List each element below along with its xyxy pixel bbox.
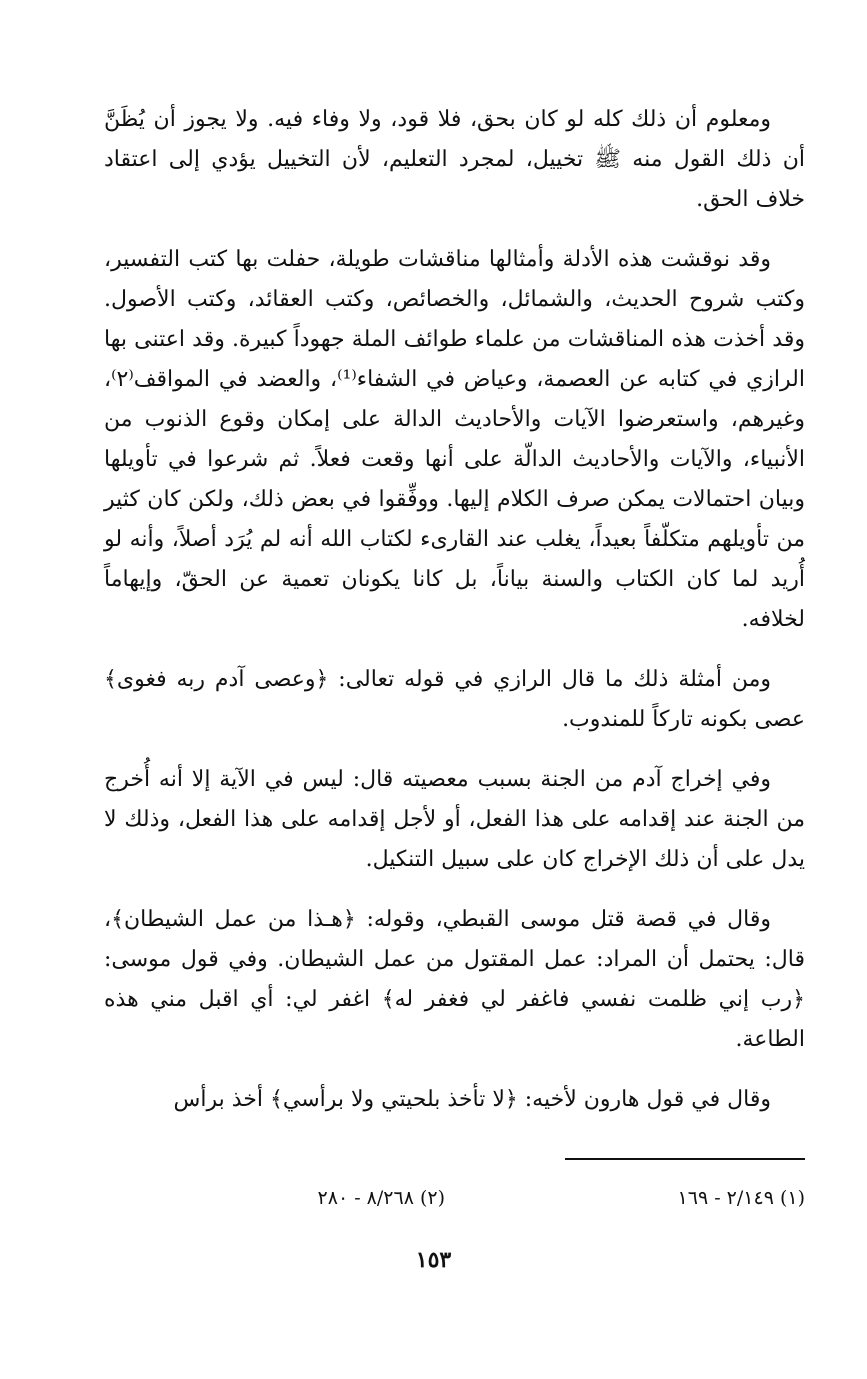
paragraph-6: وقال في قول هارون لأخيه: ﴿لا تأخذ بلحيتي ولا برأسي﴾ أخذ برأس: [173, 1087, 771, 1112]
paragraph-4: وفي إخراج آدم من الجنة بسبب معصيته قال: ليس في الآية إلا أنه أُخرج من الجنة عند إقدامه على هذا الفعل، أو لأجل إقدامه على هذا الفعل، وذلك لا يدل على أن ذلك الإخراج كان على سبيل التنكيل.: [104, 767, 805, 872]
paragraph-2: وقد نوقشت هذه الأدلة وأمثالها مناقشات طويلة، حفلت بها كتب التفسير، وكتب شروح الحديث، والشمائل، والخصائص، وكتب العقائد، وكتب الأصول. وقد أخذت هذه المناقشات من علماء طوائف الملة جهوداً كبيرة. وقد اعتنى بها الرازي في كتابه عن العصمة، وعياض في الشفاء⁽¹⁾، والعضد في المواقف⁽٢⁾، وغيرهم، واستعرضوا الآيات والأحاديث الدالة على إمكان وقوع الذنوب من الأنبياء، والآيات والأحاديث الدالّة على أنها وقعت فعلاً. ثم شرعوا في تأويلها وبيان احتمالات يمكن صرف الكلام إليها. ووفِّقوا في بعض ذلك، ولكن كان كثير من تأويلهم متكلّفاً بعيداً، يغلب عند القارىء لكتاب الله أنه لم يُرَد أصلاً، وأنه لو أُريد لما كان الكتاب والسنة بياناً، بل كانا يكونان تعمية عن الحقّ، وإيهاماً لخلافه.: [104, 247, 805, 632]
paragraph-3: ومن أمثلة ذلك ما قال الرازي في قوله تعالى: ﴿وعصى آدم ربه فغوى﴾ عصى بكونه تاركاً للمندوب.: [104, 667, 805, 732]
footnote-2: (٢) ٨/٢٦٨ - ٢٨٠: [317, 1187, 445, 1209]
footnote-divider: [565, 1158, 805, 1160]
paragraph-1: ومعلوم أن ذلك كله لو كان بحق، فلا قود، ولا وفاء فيه. ولا يجوز أن يُظَنَّ أن ذلك القول منه ﷺ تخييل، لمجرد التعليم، لأن التخييل يؤدي إلى اعتقاد خلاف الحق.: [104, 107, 805, 212]
page-number: ١٥٣: [415, 1247, 452, 1273]
footnote-1: (١) ٢/١٤٩ - ١٦٩: [677, 1187, 805, 1209]
paragraph-5: وقال في قصة قتل موسى القبطي، وقوله: ﴿هـذا من عمل الشيطان﴾، قال: يحتمل أن المراد: عمل المقتول من عمل الشيطان. وفي قول موسى: ﴿رب إني ظلمت نفسي فاغفر لي فغفر له﴾ اغفر لي: أي اقبل مني هذه الطاعة.: [104, 907, 805, 1052]
body-text: [104, 100, 805, 1120]
footnotes: [104, 1180, 805, 1216]
